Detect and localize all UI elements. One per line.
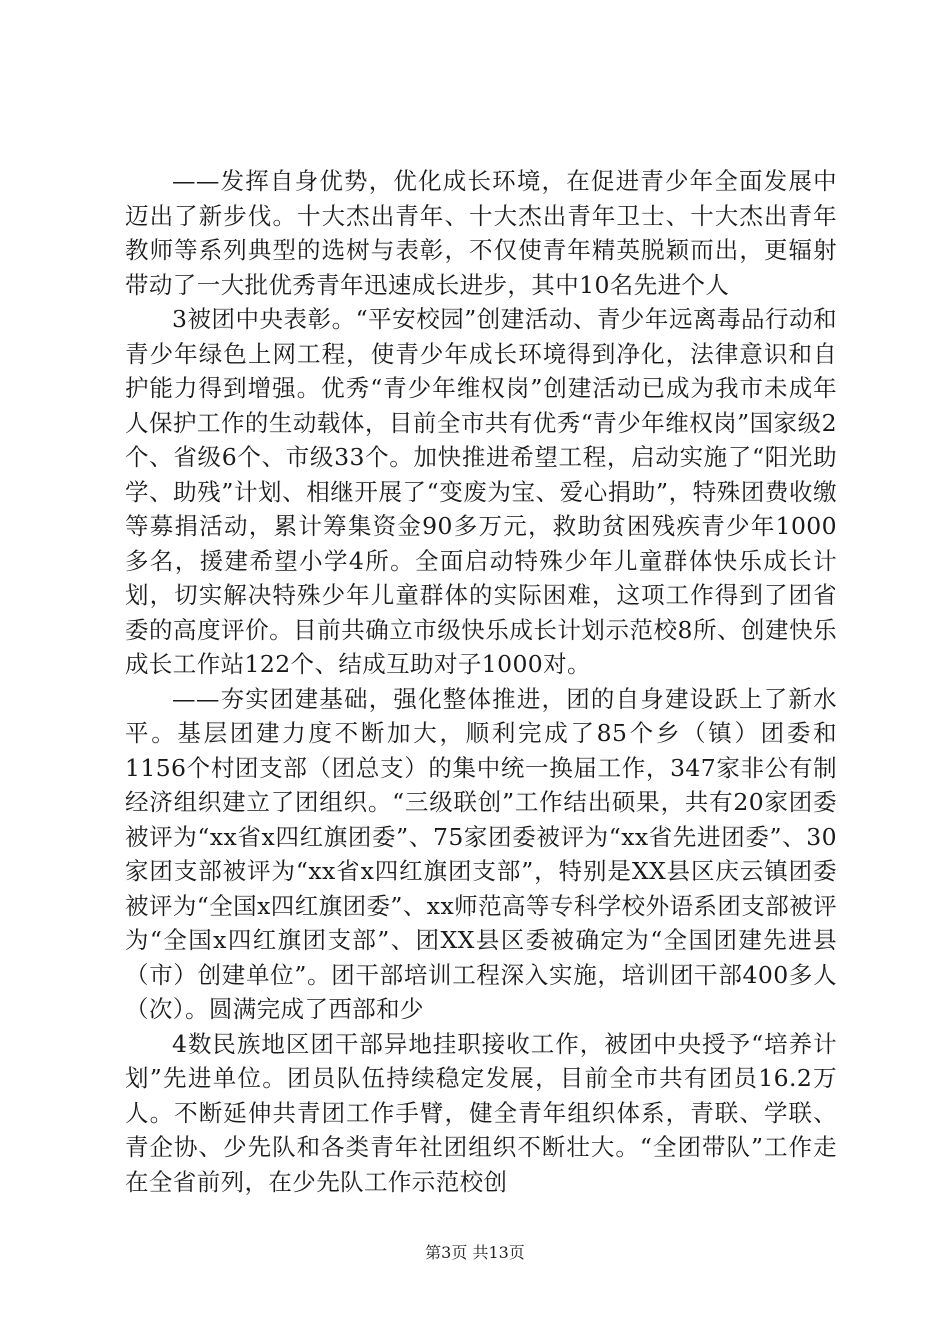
page-number-footer: 第3页 共13页 [425,1243,525,1262]
paragraph-safe-campus: 3被团中央表彰。“平安校园”创建活动、青少年远离毒品行动和青少年绿色上网工程，使青少年成长环境得到净化，法律意识和自护能力得到增强。优秀“青少年维权岗”创建活动已成为我市未成年人保护工作的生动载体，目前全市共有优秀“青少年维权岗”国家级2个、省级6个、市级33个。加快推进希望工程，启动实施了“阳光助学、助残”计划、相继开展了“变废为宝、爱心捐助”，特殊团费收缴等募捐活动，累计筹集资金90多万元，救助贫困残疾青少年1000多名，援建希望小学4所。全面启动特殊少年儿童群体快乐成长计划，切实解决特殊少年儿童群体的实际困难，这项工作得到了团省委的高度评价。目前共确立市级快乐成长计划示范校8所、创建快乐成长工作站122个、结成互助对子1000对。 [125,305,837,678]
document-body [125,164,837,1199]
paragraph-youth-development: ——发挥自身优势，优化成长环境，在促进青少年全面发展中迈出了新步伐。十大杰出青年、十大杰出青年卫士、十大杰出青年教师等系列典型的选树与表彰，不仅使青年精英脱颖而出，更辐射带动了一大批优秀青年迅速成长进步，其中10名先进个人 [125,167,837,299]
paragraph-minority-cadres: 4数民族地区团干部异地挂职接收工作，被团中央授予“培养计划”先进单位。团员队伍持续稳定发展，目前全市共有团员16.2万人。不断延伸共青团工作手臂，健全青年组织体系，青联、学联、青企协、少先队和各类青年社团组织不断壮大。“全团带队”工作走在全省前列，在少先队工作示范校创 [125,1029,837,1196]
paragraph-league-building: ——夯实团建基础，强化整体推进，团的自身建设跃上了新水平。基层团建力度不断加大，顺利完成了85个乡（镇）团委和1156个村团支部（团总支）的集中统一换届工作，347家非公有制经济组织建立了团组织。“三级联创”工作结出硕果，共有20家团委被评为“xx省x四红旗团委”、75家团委被评为“xx省先进团委”、30家团支部被评为“xx省x四红旗团支部”，特别是XX县区庆云镇团委被评为“全国x四红旗团委”、xx师范高等专科学校外语系团支部被评为“全国x四红旗团支部”、团XX县区委被确定为“全国团建先进县（市）创建单位”。团干部培训工程深入实施，培训团干部400多人（次）。圆满完成了西部和少 [125,684,837,1023]
